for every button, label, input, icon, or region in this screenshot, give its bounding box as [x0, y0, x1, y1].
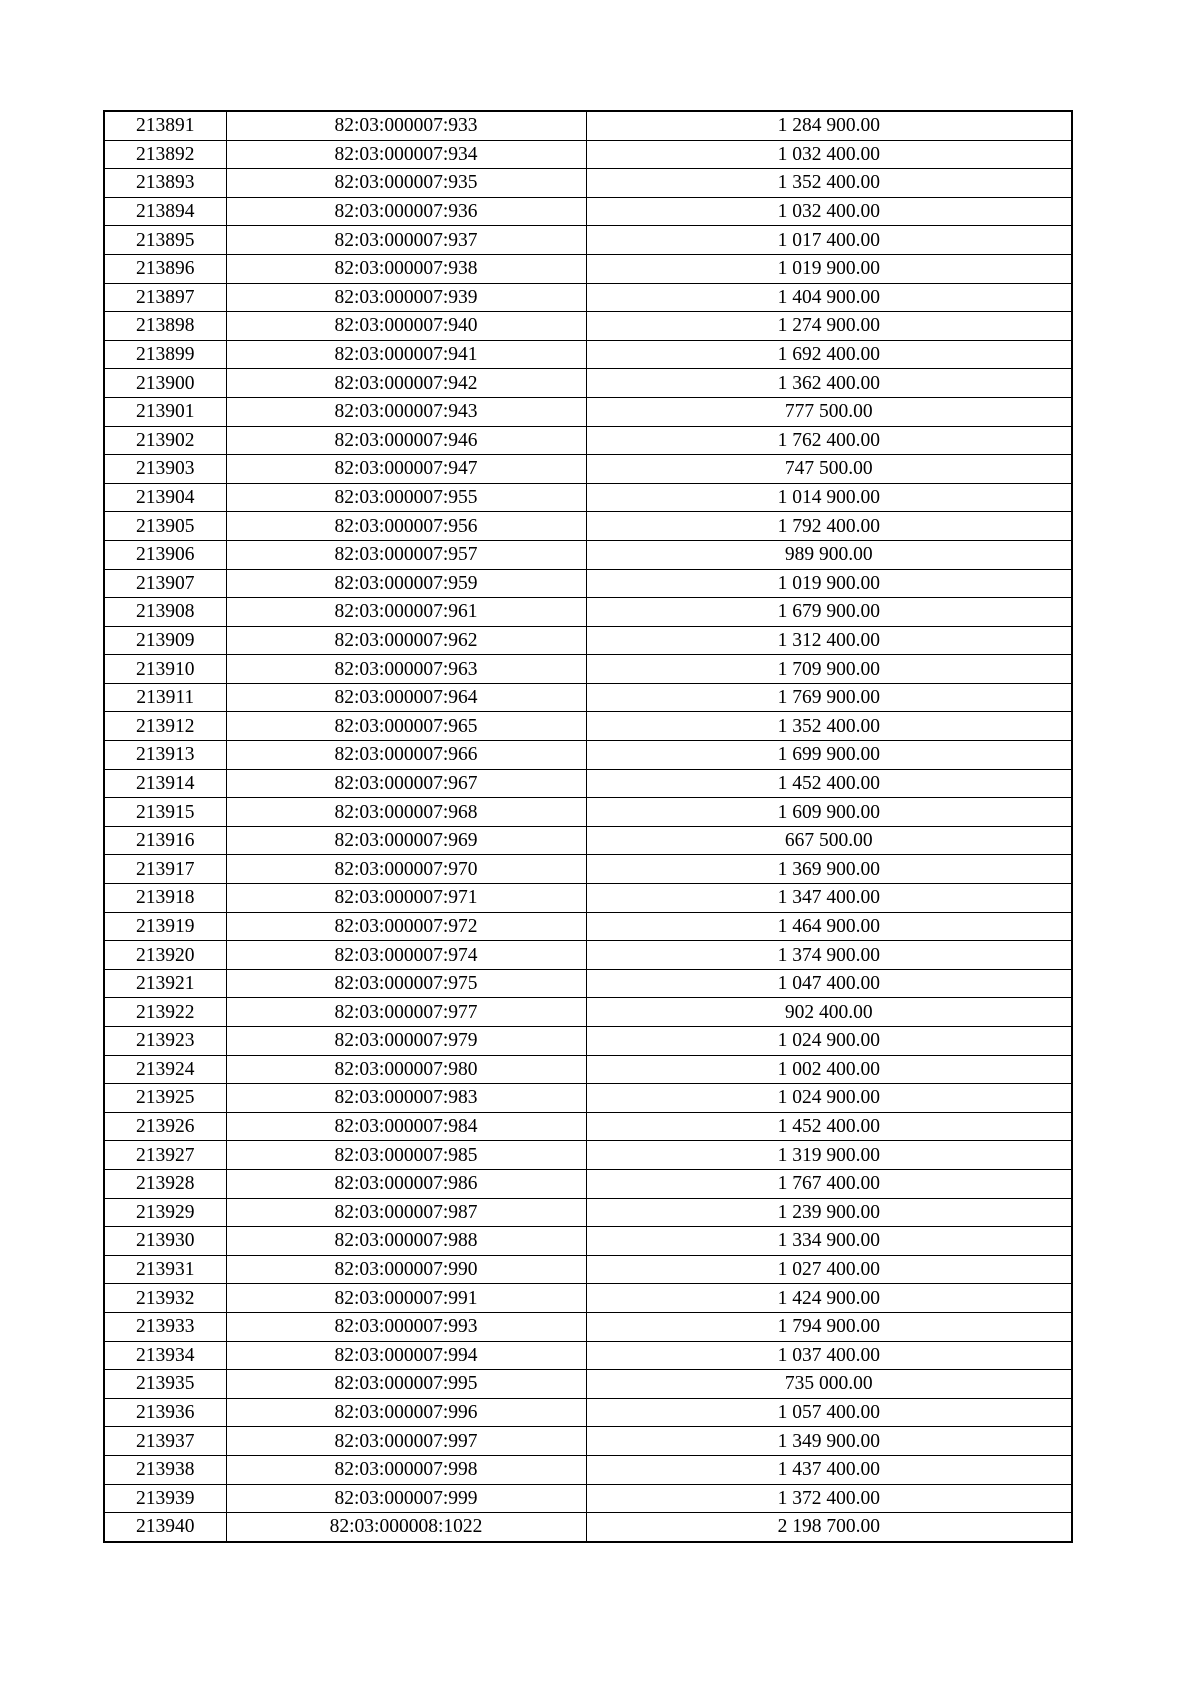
row-number-cell: 213934 — [104, 1341, 226, 1370]
table-row — [104, 1198, 1072, 1227]
row-number-cell: 213901 — [104, 397, 226, 426]
table-row — [104, 1255, 1072, 1284]
table-row — [104, 111, 1072, 140]
row-number-cell: 213915 — [104, 798, 226, 827]
table-row — [104, 598, 1072, 627]
cadastral-value-cell: 1 609 900.00 — [586, 798, 1072, 827]
table-row — [104, 455, 1072, 484]
table-row — [104, 912, 1072, 941]
row-number-cell: 213914 — [104, 769, 226, 798]
cadastral-number-cell: 82:03:000007:955 — [226, 483, 586, 512]
table-row — [104, 855, 1072, 884]
row-number-cell: 213929 — [104, 1198, 226, 1227]
cadastral-number-cell: 82:03:000007:988 — [226, 1227, 586, 1256]
row-number-cell: 213931 — [104, 1255, 226, 1284]
cadastral-number-cell: 82:03:000007:975 — [226, 969, 586, 998]
cadastral-number-cell: 82:03:000007:936 — [226, 197, 586, 226]
table-row — [104, 369, 1072, 398]
cadastral-value-cell: 1 347 400.00 — [586, 884, 1072, 913]
row-number-cell: 213911 — [104, 683, 226, 712]
cadastral-number-cell: 82:03:000007:997 — [226, 1427, 586, 1456]
cadastral-value-cell: 1 284 900.00 — [586, 111, 1072, 140]
cadastral-number-cell: 82:03:000007:935 — [226, 169, 586, 198]
table-row — [104, 140, 1072, 169]
table-row — [104, 569, 1072, 598]
row-number-cell: 213940 — [104, 1513, 226, 1542]
row-number-cell: 213898 — [104, 312, 226, 341]
cadastral-number-cell: 82:03:000007:998 — [226, 1455, 586, 1484]
cadastral-number-cell: 82:03:000007:959 — [226, 569, 586, 598]
cadastral-number-cell: 82:03:000007:937 — [226, 226, 586, 255]
cadastral-number-cell: 82:03:000007:957 — [226, 540, 586, 569]
row-number-cell: 213897 — [104, 283, 226, 312]
cadastral-value-cell: 1 709 900.00 — [586, 655, 1072, 684]
table-row — [104, 712, 1072, 741]
cadastral-number-cell: 82:03:000007:993 — [226, 1312, 586, 1341]
cadastral-number-cell: 82:03:000007:987 — [226, 1198, 586, 1227]
table-row — [104, 397, 1072, 426]
row-number-cell: 213921 — [104, 969, 226, 998]
cadastral-number-cell: 82:03:000007:941 — [226, 340, 586, 369]
row-number-cell: 213899 — [104, 340, 226, 369]
table-row — [104, 540, 1072, 569]
cadastral-value-cell: 1 319 900.00 — [586, 1141, 1072, 1170]
cadastral-number-cell: 82:03:000007:985 — [226, 1141, 586, 1170]
cadastral-number-cell: 82:03:000007:980 — [226, 1055, 586, 1084]
cadastral-value-cell: 1 437 400.00 — [586, 1455, 1072, 1484]
row-number-cell: 213904 — [104, 483, 226, 512]
row-number-cell: 213936 — [104, 1398, 226, 1427]
table-row — [104, 1284, 1072, 1313]
cadastral-value-cell: 1 057 400.00 — [586, 1398, 1072, 1427]
table-row — [104, 512, 1072, 541]
table-row — [104, 1370, 1072, 1399]
row-number-cell: 213924 — [104, 1055, 226, 1084]
row-number-cell: 213908 — [104, 598, 226, 627]
table-row — [104, 312, 1072, 341]
cadastral-value-cell: 1 027 400.00 — [586, 1255, 1072, 1284]
cadastral-value-cell: 1 464 900.00 — [586, 912, 1072, 941]
row-number-cell: 213893 — [104, 169, 226, 198]
row-number-cell: 213913 — [104, 741, 226, 770]
row-number-cell: 213902 — [104, 426, 226, 455]
cadastral-value-cell: 1 452 400.00 — [586, 769, 1072, 798]
cadastral-number-cell: 82:03:000007:971 — [226, 884, 586, 913]
table-row — [104, 683, 1072, 712]
cadastral-value-cell: 2 198 700.00 — [586, 1513, 1072, 1542]
row-number-cell: 213895 — [104, 226, 226, 255]
cadastral-value-cell: 667 500.00 — [586, 826, 1072, 855]
row-number-cell: 213905 — [104, 512, 226, 541]
row-number-cell: 213918 — [104, 884, 226, 913]
cadastral-value-cell: 1 017 400.00 — [586, 226, 1072, 255]
row-number-cell: 213903 — [104, 455, 226, 484]
cadastral-value-cell: 1 699 900.00 — [586, 741, 1072, 770]
cadastral-value-cell: 1 452 400.00 — [586, 1112, 1072, 1141]
cadastral-number-cell: 82:03:000007:943 — [226, 397, 586, 426]
table-row — [104, 1141, 1072, 1170]
row-number-cell: 213907 — [104, 569, 226, 598]
table-row — [104, 483, 1072, 512]
cadastral-value-cell: 1 762 400.00 — [586, 426, 1072, 455]
table-row — [104, 1169, 1072, 1198]
table-row — [104, 1027, 1072, 1056]
table-row — [104, 741, 1072, 770]
row-number-cell: 213916 — [104, 826, 226, 855]
cadastral-number-cell: 82:03:000007:996 — [226, 1398, 586, 1427]
table-row — [104, 969, 1072, 998]
cadastral-number-cell: 82:03:000007:995 — [226, 1370, 586, 1399]
table-row — [104, 1398, 1072, 1427]
cadastral-value-cell: 1 239 900.00 — [586, 1198, 1072, 1227]
table-row — [104, 197, 1072, 226]
cadastral-value-cell: 1 032 400.00 — [586, 197, 1072, 226]
cadastral-value-cell: 1 349 900.00 — [586, 1427, 1072, 1456]
row-number-cell: 213920 — [104, 941, 226, 970]
table-row — [104, 226, 1072, 255]
cadastral-value-cell: 1 369 900.00 — [586, 855, 1072, 884]
row-number-cell: 213938 — [104, 1455, 226, 1484]
table-row — [104, 1055, 1072, 1084]
cadastral-number-cell: 82:03:000007:962 — [226, 626, 586, 655]
cadastral-number-cell: 82:03:000007:934 — [226, 140, 586, 169]
cadastral-number-cell: 82:03:000007:965 — [226, 712, 586, 741]
table-row — [104, 798, 1072, 827]
cadastral-value-cell: 1 024 900.00 — [586, 1027, 1072, 1056]
row-number-cell: 213912 — [104, 712, 226, 741]
table-row — [104, 626, 1072, 655]
cadastral-number-cell: 82:03:000007:942 — [226, 369, 586, 398]
cadastral-number-cell: 82:03:000007:964 — [226, 683, 586, 712]
row-number-cell: 213923 — [104, 1027, 226, 1056]
cadastral-value-cell: 1 024 900.00 — [586, 1084, 1072, 1113]
cadastral-value-cell: 1 047 400.00 — [586, 969, 1072, 998]
cadastral-number-cell: 82:03:000007:994 — [226, 1341, 586, 1370]
cadastral-number-cell: 82:03:000007:933 — [226, 111, 586, 140]
table-row — [104, 998, 1072, 1027]
row-number-cell: 213922 — [104, 998, 226, 1027]
cadastral-number-cell: 82:03:000007:963 — [226, 655, 586, 684]
row-number-cell: 213928 — [104, 1169, 226, 1198]
row-number-cell: 213896 — [104, 254, 226, 283]
row-number-cell: 213900 — [104, 369, 226, 398]
table-row — [104, 1084, 1072, 1113]
cadastral-value-cell: 735 000.00 — [586, 1370, 1072, 1399]
row-number-cell: 213906 — [104, 540, 226, 569]
row-number-cell: 213926 — [104, 1112, 226, 1141]
table-row — [104, 826, 1072, 855]
table-row — [104, 941, 1072, 970]
cadastral-number-cell: 82:03:000007:979 — [226, 1027, 586, 1056]
table-row — [104, 884, 1072, 913]
cadastral-number-cell: 82:03:000007:946 — [226, 426, 586, 455]
table-row — [104, 1227, 1072, 1256]
cadastral-value-cell: 1 769 900.00 — [586, 683, 1072, 712]
table-row — [104, 1455, 1072, 1484]
cadastral-number-cell: 82:03:000008:1022 — [226, 1513, 586, 1542]
cadastral-number-cell: 82:03:000007:938 — [226, 254, 586, 283]
cadastral-value-cell: 1 037 400.00 — [586, 1341, 1072, 1370]
cadastral-number-cell: 82:03:000007:966 — [226, 741, 586, 770]
row-number-cell: 213910 — [104, 655, 226, 684]
row-number-cell: 213937 — [104, 1427, 226, 1456]
table-row — [104, 283, 1072, 312]
cadastral-value-cell: 1 274 900.00 — [586, 312, 1072, 341]
cadastral-value-cell: 1 032 400.00 — [586, 140, 1072, 169]
cadastral-number-cell: 82:03:000007:977 — [226, 998, 586, 1027]
cadastral-number-cell: 82:03:000007:961 — [226, 598, 586, 627]
cadastral-number-cell: 82:03:000007:986 — [226, 1169, 586, 1198]
cadastral-value-cell: 1 424 900.00 — [586, 1284, 1072, 1313]
cadastral-number-cell: 82:03:000007:967 — [226, 769, 586, 798]
cadastral-value-cell: 1 372 400.00 — [586, 1484, 1072, 1513]
cadastral-value-cell: 989 900.00 — [586, 540, 1072, 569]
cadastral-value-cell: 777 500.00 — [586, 397, 1072, 426]
table-row — [104, 655, 1072, 684]
cadastral-value-cell: 1 679 900.00 — [586, 598, 1072, 627]
row-number-cell: 213894 — [104, 197, 226, 226]
cadastral-number-cell: 82:03:000007:947 — [226, 455, 586, 484]
cadastral-value-cell: 1 352 400.00 — [586, 712, 1072, 741]
cadastral-number-cell: 82:03:000007:969 — [226, 826, 586, 855]
cadastral-value-cell: 1 352 400.00 — [586, 169, 1072, 198]
table-row — [104, 1341, 1072, 1370]
row-number-cell: 213891 — [104, 111, 226, 140]
table-row — [104, 1427, 1072, 1456]
table-row — [104, 254, 1072, 283]
cadastral-value-cell: 747 500.00 — [586, 455, 1072, 484]
table-row — [104, 1513, 1072, 1542]
cadastral-number-cell: 82:03:000007:972 — [226, 912, 586, 941]
cadastral-number-cell: 82:03:000007:968 — [226, 798, 586, 827]
cadastral-value-cell: 902 400.00 — [586, 998, 1072, 1027]
cadastral-number-cell: 82:03:000007:956 — [226, 512, 586, 541]
table-row — [104, 1312, 1072, 1341]
cadastral-value-cell: 1 334 900.00 — [586, 1227, 1072, 1256]
cadastral-number-cell: 82:03:000007:970 — [226, 855, 586, 884]
row-number-cell: 213932 — [104, 1284, 226, 1313]
cadastral-value-cell: 1 692 400.00 — [586, 340, 1072, 369]
cadastral-number-cell: 82:03:000007:990 — [226, 1255, 586, 1284]
cadastral-value-cell: 1 019 900.00 — [586, 254, 1072, 283]
cadastral-value-cell: 1 404 900.00 — [586, 283, 1072, 312]
table-row — [104, 169, 1072, 198]
table-body — [104, 111, 1072, 1542]
table-row — [104, 1112, 1072, 1141]
table-row — [104, 340, 1072, 369]
cadastral-number-cell: 82:03:000007:984 — [226, 1112, 586, 1141]
cadastral-value-cell: 1 767 400.00 — [586, 1169, 1072, 1198]
cadastral-value-cell: 1 014 900.00 — [586, 483, 1072, 512]
cadastral-value-cell: 1 312 400.00 — [586, 626, 1072, 655]
cadastral-value-table — [103, 110, 1073, 1543]
row-number-cell: 213935 — [104, 1370, 226, 1399]
cadastral-number-cell: 82:03:000007:939 — [226, 283, 586, 312]
row-number-cell: 213933 — [104, 1312, 226, 1341]
cadastral-value-cell: 1 794 900.00 — [586, 1312, 1072, 1341]
table-row — [104, 769, 1072, 798]
cadastral-number-cell: 82:03:000007:940 — [226, 312, 586, 341]
row-number-cell: 213930 — [104, 1227, 226, 1256]
cadastral-value-cell: 1 374 900.00 — [586, 941, 1072, 970]
row-number-cell: 213919 — [104, 912, 226, 941]
cadastral-value-cell: 1 002 400.00 — [586, 1055, 1072, 1084]
row-number-cell: 213909 — [104, 626, 226, 655]
cadastral-value-cell: 1 019 900.00 — [586, 569, 1072, 598]
cadastral-number-cell: 82:03:000007:974 — [226, 941, 586, 970]
table-row — [104, 1484, 1072, 1513]
cadastral-value-cell: 1 362 400.00 — [586, 369, 1072, 398]
cadastral-number-cell: 82:03:000007:999 — [226, 1484, 586, 1513]
table-row — [104, 426, 1072, 455]
cadastral-number-cell: 82:03:000007:991 — [226, 1284, 586, 1313]
row-number-cell: 213939 — [104, 1484, 226, 1513]
row-number-cell: 213917 — [104, 855, 226, 884]
cadastral-value-cell: 1 792 400.00 — [586, 512, 1072, 541]
row-number-cell: 213927 — [104, 1141, 226, 1170]
cadastral-number-cell: 82:03:000007:983 — [226, 1084, 586, 1113]
row-number-cell: 213892 — [104, 140, 226, 169]
row-number-cell: 213925 — [104, 1084, 226, 1113]
